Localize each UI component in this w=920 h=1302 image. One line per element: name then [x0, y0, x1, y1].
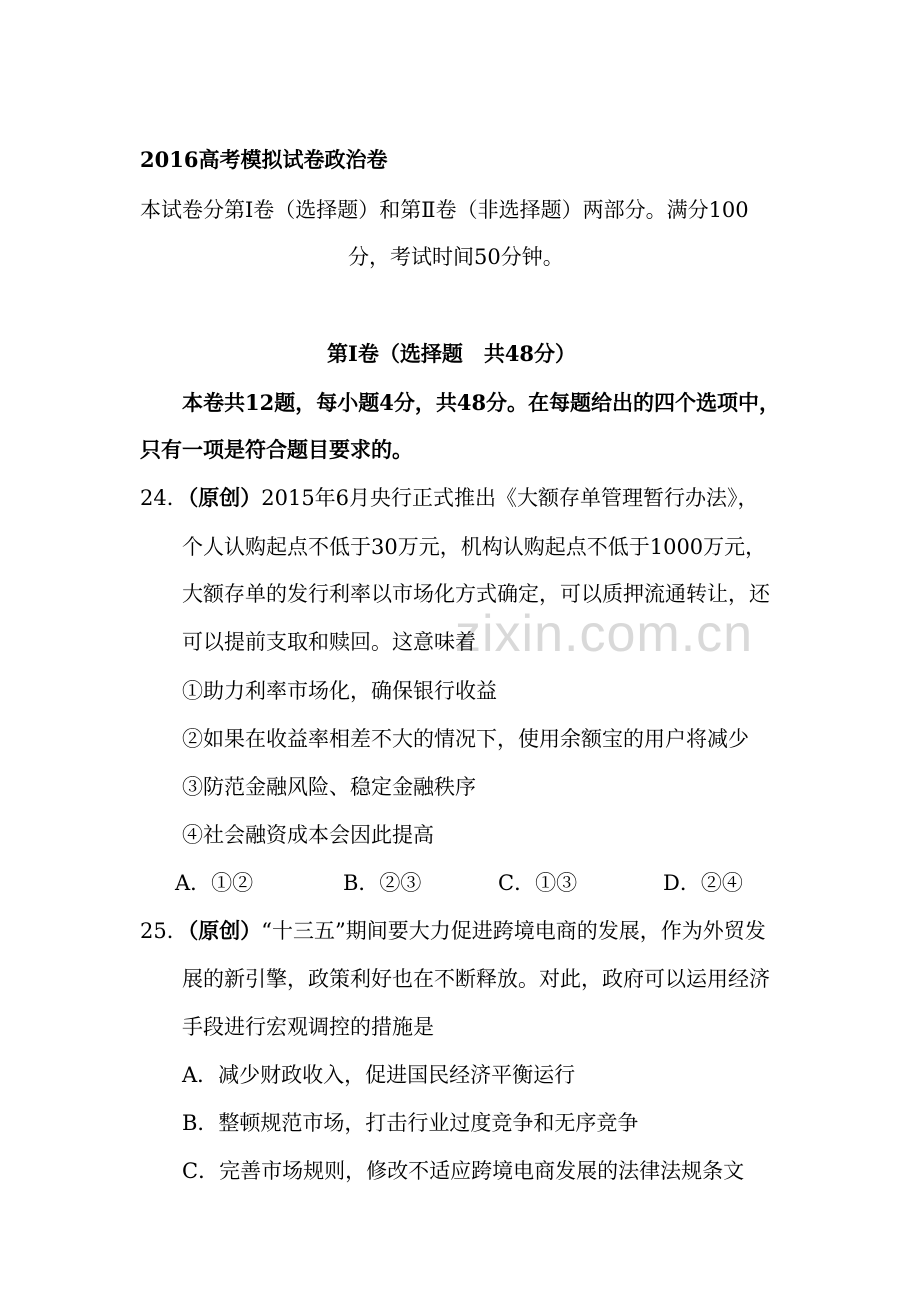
- question-25-stem-line-1: [140, 917, 766, 945]
- question-24-option-a: A．①②: [175, 871, 254, 895]
- question-24-item-3: ③防范金融风险、稳定金融秩序: [182, 775, 476, 799]
- question-25-option-a: A．减少财政收入，促进国民经济平衡运行: [182, 1063, 576, 1087]
- question-24-item-1: ①助力利率市场化，确保银行收益: [182, 679, 497, 703]
- section-heading: 第Ⅰ卷（选择题 共48分）: [327, 341, 577, 366]
- exam-title: 2016高考模拟试卷政治卷: [140, 147, 388, 172]
- question-24-item-2: ②如果在收益率相差不大的情况下，使用余额宝的用户将减少: [182, 727, 749, 751]
- question-24-option-b: B．②③: [343, 871, 422, 895]
- question-24-option-d: D．②④: [663, 871, 743, 895]
- question-24-stem-line-2: 个人认购起点不低于30万元，机构认购起点不低于1000万元，: [182, 535, 767, 559]
- question-24-option-c: C．①③: [498, 871, 578, 895]
- question-stem-text: 2015年6月央行正式推出《大额存单管理暂行办法》，: [261, 486, 759, 510]
- section-instruction-line-2: 只有一项是符合题目要求的。: [140, 437, 413, 462]
- watermark-text: zixin.com.cn: [455, 605, 754, 663]
- question-tag: （原创）: [187, 485, 262, 510]
- question-number: 24．: [140, 486, 188, 510]
- question-number: 25．: [140, 919, 188, 943]
- question-24-item-4: ④社会融资成本会因此提高: [182, 823, 434, 847]
- question-24-stem-line-3: 大额存单的发行利率以市场化方式确定，可以质押流通转让，还: [182, 582, 770, 606]
- question-25-stem-line-2: 展的新引擎，政策利好也在不断释放。对此，政府可以运用经济: [182, 967, 770, 991]
- question-25-option-b: B．整顿规范市场，打击行业过度竞争和无序竞争: [182, 1111, 639, 1135]
- question-24-stem-line-1: [140, 484, 759, 512]
- question-25-stem-line-3: 手段进行宏观调控的措施是: [182, 1015, 434, 1039]
- intro-line-2: 分，考试时间50分钟。: [348, 245, 564, 269]
- question-tag: （原创）: [187, 918, 262, 943]
- section-instruction-line-1: 本卷共12题，每小题4分，共48分。在每题给出的四个选项中，: [182, 390, 781, 415]
- question-stem-text: “十三五”期间要大力促进跨境电商的发展，作为外贸发: [261, 919, 766, 943]
- intro-line-1: 本试卷分第Ⅰ卷（选择题）和第Ⅱ卷（非选择题）两部分。满分100: [140, 198, 749, 222]
- question-24-stem-line-4: 可以提前支取和赎回。这意味着: [182, 630, 476, 654]
- question-25-option-c: C．完善市场规则，修改不适应跨境电商发展的法律法规条文: [182, 1159, 745, 1183]
